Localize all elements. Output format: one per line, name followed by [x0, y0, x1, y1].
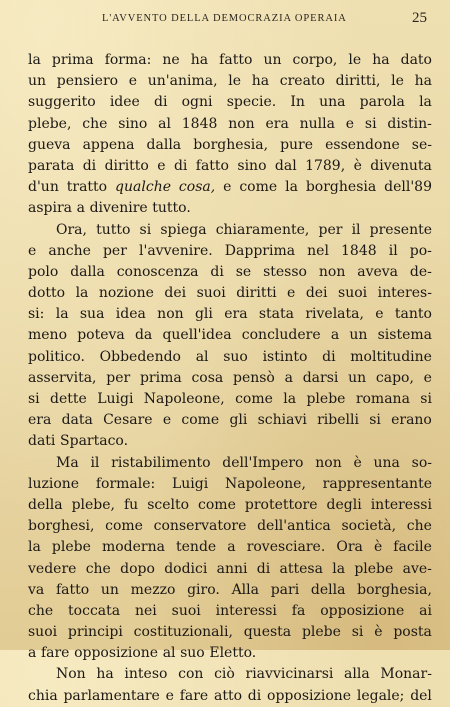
- word: diritti,: [335, 73, 381, 90]
- word: principi: [67, 624, 123, 641]
- word: non: [318, 263, 346, 280]
- word: plebe: [306, 391, 346, 407]
- word: dopo: [120, 560, 155, 577]
- word: gueva: [28, 136, 71, 153]
- word: prima: [139, 369, 182, 386]
- text-line: [28, 71, 432, 92]
- word: suoi: [196, 285, 226, 302]
- word: corpo,: [292, 52, 338, 68]
- word: mezzo: [130, 581, 176, 598]
- running-title: L'AVVENTO DELLA DEMOCRAZIA OPERAIA: [102, 13, 347, 24]
- word: rappresentante: [322, 475, 432, 492]
- text-line: [28, 453, 432, 474]
- word: plebe: [301, 624, 341, 641]
- word: tutto: [96, 221, 131, 238]
- word: dell'Impero: [222, 454, 304, 471]
- word: le: [348, 52, 362, 68]
- word: si: [364, 115, 377, 132]
- word: dei: [164, 285, 187, 302]
- word: forma:: [104, 52, 152, 68]
- word: In: [290, 94, 305, 111]
- word: 1848: [341, 242, 377, 259]
- word: Napoleone,: [143, 391, 225, 407]
- word: moltitudine: [350, 348, 432, 365]
- word: Alla: [231, 581, 259, 598]
- word: a: [28, 645, 37, 662]
- text-line: [28, 559, 432, 580]
- word: tanto: [394, 306, 432, 323]
- word: di: [210, 263, 224, 280]
- word: de-: [409, 263, 432, 280]
- word: opposizione: [74, 645, 159, 662]
- word: dodici: [164, 560, 208, 577]
- word: Luigi: [171, 475, 209, 492]
- word: cosa,: [178, 179, 216, 196]
- word: dalla: [70, 263, 105, 280]
- word: che: [82, 115, 108, 132]
- word: da: [134, 327, 153, 344]
- word: fatto: [55, 581, 90, 598]
- word: per: [106, 369, 131, 386]
- word: al: [158, 115, 171, 132]
- word: il: [351, 221, 361, 238]
- word: plebe,: [71, 496, 115, 513]
- word: creato: [279, 73, 325, 90]
- word: per: [102, 242, 127, 259]
- text-line: [28, 474, 432, 495]
- word: schiavi: [257, 412, 307, 429]
- word: stata: [258, 306, 295, 323]
- word: nulla: [299, 115, 335, 132]
- word: la: [419, 94, 432, 111]
- word: plebe: [354, 560, 394, 577]
- word: della: [28, 496, 63, 513]
- word: data: [61, 412, 93, 429]
- word: questa: [243, 624, 292, 641]
- word: giro.: [187, 581, 220, 598]
- text-line: [28, 283, 432, 304]
- word: specie.: [226, 94, 277, 111]
- word: un: [349, 327, 368, 344]
- word: come: [239, 179, 278, 196]
- word: di: [247, 687, 262, 704]
- word: per: [318, 221, 343, 238]
- word: non: [315, 454, 342, 471]
- word: come: [235, 391, 273, 407]
- word: darsi: [302, 369, 339, 386]
- word: borghesi,: [28, 518, 95, 535]
- word: il: [90, 454, 100, 471]
- text-line: [28, 220, 432, 241]
- word: un: [348, 369, 367, 386]
- word: un: [263, 52, 282, 68]
- word: nel: [307, 242, 329, 259]
- word: suoi: [28, 624, 58, 641]
- text-line: [28, 325, 432, 346]
- word: borghesia: [305, 179, 377, 196]
- running-head: [0, 10, 450, 30]
- text-line: [28, 135, 432, 156]
- word: e: [375, 306, 384, 323]
- word: è: [374, 624, 383, 641]
- word: si: [351, 624, 364, 641]
- word: ne: [162, 52, 180, 68]
- word: borghesia,: [193, 136, 269, 153]
- word: è: [353, 157, 362, 174]
- word: interes-: [377, 285, 432, 302]
- word: la: [55, 306, 69, 323]
- word: che: [28, 602, 54, 619]
- text-line: [28, 686, 432, 707]
- word: se-: [411, 136, 432, 153]
- word: dei: [305, 285, 328, 302]
- word: borghesia,: [357, 581, 432, 598]
- word: sua: [79, 306, 105, 323]
- word: erano: [391, 412, 432, 429]
- word: polo: [28, 263, 59, 280]
- word: la: [28, 52, 41, 68]
- word: suggerito: [28, 94, 96, 111]
- word: divenire: [89, 200, 148, 217]
- word: distin-: [387, 115, 432, 132]
- word: Monar-: [380, 666, 432, 683]
- word: suoi: [338, 285, 368, 302]
- word: un: [28, 73, 47, 90]
- word: fa: [291, 602, 306, 619]
- word: suoi: [171, 602, 201, 619]
- word: aspira: [28, 200, 73, 217]
- word: Ora: [336, 539, 363, 556]
- word: pensiero: [56, 73, 119, 90]
- word: ha: [190, 52, 209, 68]
- word: romana: [355, 391, 410, 407]
- word: presente: [369, 221, 432, 238]
- text-line: [28, 262, 432, 283]
- text-line: [28, 92, 432, 113]
- word: parlamentare: [63, 687, 160, 704]
- word: pure: [280, 136, 314, 153]
- word: se: [235, 263, 252, 280]
- word: e: [28, 242, 37, 259]
- word: concludere: [241, 327, 321, 344]
- word: che: [406, 518, 432, 535]
- word: gli: [229, 412, 248, 429]
- word: era: [28, 412, 52, 429]
- word: Dapprima: [224, 242, 296, 259]
- word: ristabilimento: [111, 454, 211, 471]
- text-line: [28, 347, 432, 368]
- word: e: [165, 687, 174, 704]
- word: è: [373, 539, 383, 556]
- word: tutto.: [152, 200, 191, 217]
- word: non: [157, 306, 184, 323]
- word: asservita,: [28, 369, 97, 386]
- word: formale:: [95, 475, 156, 492]
- word: dalla: [146, 136, 182, 153]
- word: a: [330, 327, 340, 344]
- word: parola: [359, 94, 405, 111]
- word: suo: [180, 645, 205, 662]
- text-line: [28, 622, 432, 643]
- word: anche: [48, 242, 91, 259]
- word: come: [198, 496, 236, 513]
- word: toccata: [68, 602, 121, 619]
- text-line: [28, 601, 432, 622]
- word: tende: [176, 539, 217, 556]
- text-line: [28, 177, 432, 198]
- word: idea: [115, 306, 146, 323]
- word: dotto: [28, 285, 66, 302]
- word: sino: [118, 115, 148, 132]
- word: tratto: [66, 179, 108, 196]
- word: 1848: [181, 115, 218, 132]
- word: istinto: [262, 348, 308, 365]
- word: aveva: [357, 263, 399, 280]
- word: ha: [414, 73, 432, 90]
- word: non: [228, 115, 255, 132]
- word: nei: [135, 602, 157, 619]
- word: inteso: [124, 666, 168, 683]
- word: conservatore: [153, 518, 247, 535]
- word: parata: [28, 157, 75, 174]
- word: di: [82, 157, 97, 174]
- word: luzione: [28, 475, 80, 492]
- word: chiaramente,: [215, 221, 310, 238]
- word: la: [75, 285, 89, 302]
- word: 1789,: [305, 157, 346, 174]
- word: l'avvenire.: [139, 242, 213, 259]
- word: pari: [270, 581, 300, 598]
- word: spiega: [160, 221, 207, 238]
- word: qualche: [115, 179, 171, 196]
- body-text: [28, 50, 432, 707]
- word: stesso: [263, 263, 307, 280]
- word: poteva: [77, 327, 125, 344]
- word: era: [224, 306, 248, 323]
- word: la: [283, 391, 297, 407]
- word: moderna: [101, 539, 165, 556]
- word: divenuta: [370, 157, 432, 174]
- word: si: [139, 221, 152, 238]
- text-line: [28, 643, 432, 664]
- word: la: [28, 539, 41, 556]
- word: un'anima,: [147, 73, 218, 90]
- word: interessi: [370, 496, 432, 513]
- text-line: [28, 198, 432, 219]
- word: la: [332, 560, 346, 577]
- word: e: [162, 412, 172, 429]
- word: ai: [419, 602, 432, 619]
- word: diritto: [104, 157, 149, 174]
- text-line: [28, 410, 432, 431]
- word: si: [28, 391, 40, 407]
- word: gli: [194, 306, 213, 323]
- word: fatto: [195, 157, 229, 174]
- word: fu: [123, 496, 139, 513]
- word: della: [310, 581, 346, 598]
- word: Cesare: [103, 412, 153, 429]
- text-line: [28, 537, 432, 558]
- word: pensò: [232, 369, 275, 386]
- word: a: [76, 200, 85, 217]
- word: che: [85, 560, 111, 577]
- word: di: [154, 94, 168, 111]
- word: sino: [237, 157, 267, 174]
- word: del: [410, 687, 432, 704]
- word: dette: [50, 391, 87, 407]
- word: di: [256, 560, 271, 577]
- word: società,: [341, 518, 397, 535]
- text-line: [28, 114, 432, 135]
- word: fatto: [219, 52, 253, 68]
- word: si: [369, 412, 381, 429]
- text-line: [28, 580, 432, 601]
- word: facile: [393, 539, 432, 556]
- word: ribelli: [317, 412, 359, 429]
- word: chia: [28, 687, 58, 704]
- word: fare: [179, 687, 209, 704]
- word: rovesciare.: [246, 539, 326, 556]
- word: nozione: [98, 285, 154, 302]
- word: la: [285, 179, 298, 196]
- word: costituzionali,: [133, 624, 233, 641]
- word: attesa: [279, 560, 323, 577]
- text-line: [28, 431, 432, 452]
- word: dati: [28, 433, 56, 450]
- word: ave-: [402, 560, 432, 577]
- word: ha: [372, 52, 390, 68]
- word: Ma: [56, 454, 79, 471]
- word: meno: [28, 327, 68, 344]
- word: ogni: [181, 94, 213, 111]
- page-number: 25: [412, 10, 427, 26]
- word: Spartaco.: [60, 433, 129, 450]
- text-line: [28, 516, 432, 537]
- word: le: [228, 73, 241, 90]
- word: interessi: [215, 602, 277, 619]
- word: a: [284, 369, 293, 386]
- word: una: [319, 94, 346, 111]
- word: quell'idea: [162, 327, 232, 344]
- word: degli: [326, 496, 362, 513]
- text-line: [28, 495, 432, 516]
- word: sistema: [377, 327, 432, 344]
- word: ha: [96, 666, 114, 683]
- word: dal: [274, 157, 297, 174]
- word: ciò: [214, 666, 235, 683]
- word: Napoleone,: [224, 475, 306, 492]
- word: va: [28, 581, 45, 598]
- word: si: [420, 391, 432, 407]
- word: so-: [411, 454, 432, 471]
- word: idee: [109, 94, 140, 111]
- word: era: [265, 115, 289, 132]
- word: di: [322, 348, 336, 365]
- word: con: [178, 666, 204, 683]
- word: diritti: [236, 285, 277, 302]
- word: atto: [213, 687, 243, 704]
- word: Non: [56, 666, 86, 683]
- word: alla: [344, 666, 370, 683]
- word: Ora,: [56, 221, 87, 238]
- word: e: [223, 179, 232, 196]
- word: politico.: [28, 348, 85, 365]
- word: protettore: [244, 496, 318, 513]
- text-line: [28, 241, 432, 262]
- word: ha: [251, 73, 270, 90]
- word: come: [105, 518, 143, 535]
- word: posta: [393, 624, 432, 641]
- word: d'un: [28, 179, 59, 196]
- text-line: [28, 50, 432, 71]
- word: capo,: [375, 369, 414, 386]
- word: rivelata,: [305, 306, 364, 323]
- word: si:: [28, 306, 45, 323]
- word: Luigi: [97, 391, 134, 407]
- word: di: [173, 157, 188, 174]
- word: le: [391, 73, 404, 90]
- text-line: [28, 389, 432, 410]
- word: Eletto.: [209, 645, 257, 662]
- word: riavvicinarsi: [245, 666, 334, 683]
- word: è: [353, 454, 362, 471]
- word: plebe,: [28, 115, 72, 132]
- word: opposizione: [320, 602, 405, 619]
- word: un: [100, 581, 119, 598]
- word: vedere: [28, 560, 77, 577]
- word: legale;: [356, 687, 405, 704]
- word: Obbedendo: [99, 348, 181, 365]
- word: prima: [51, 52, 94, 68]
- word: po-: [409, 242, 432, 259]
- word: anni: [216, 560, 248, 577]
- text-line: [28, 664, 432, 685]
- text-line: [28, 304, 432, 325]
- word: essendone: [325, 136, 400, 153]
- word: il: [388, 242, 398, 259]
- word: cosa: [191, 369, 224, 386]
- word: dell'antica: [257, 518, 331, 535]
- word: suo: [223, 348, 248, 365]
- word: al: [195, 348, 209, 365]
- word: conoscenza: [116, 263, 199, 280]
- word: fare: [40, 645, 70, 662]
- word: e: [345, 115, 355, 132]
- word: e: [287, 285, 296, 302]
- word: al: [162, 645, 176, 662]
- word: e: [423, 369, 432, 386]
- word: opposizione: [267, 687, 352, 704]
- word: dell'89: [384, 179, 432, 196]
- word: come: [181, 412, 220, 429]
- text-line: [28, 368, 432, 389]
- word: plebe: [51, 539, 91, 556]
- word: dato: [400, 52, 432, 68]
- word: e: [128, 73, 138, 90]
- word: scelto: [147, 496, 190, 513]
- word: e: [157, 157, 166, 174]
- text-line: [28, 156, 432, 177]
- word: una: [373, 454, 400, 471]
- word: appena: [82, 136, 135, 153]
- word: a: [227, 539, 236, 556]
